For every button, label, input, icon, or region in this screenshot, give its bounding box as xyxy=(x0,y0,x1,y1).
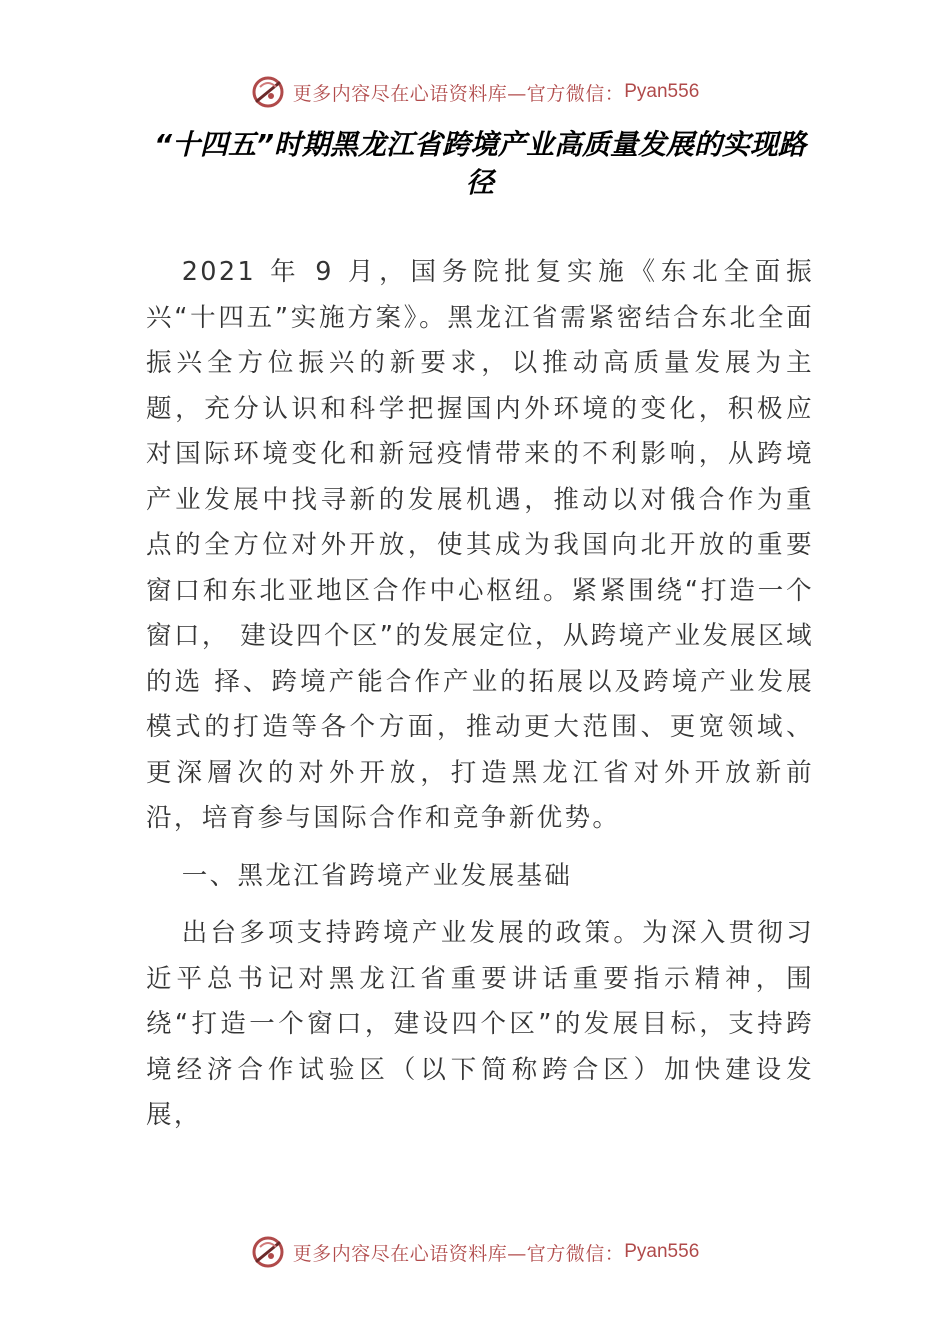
footer-banner xyxy=(0,1232,950,1272)
header-banner xyxy=(0,72,950,112)
logo-icon xyxy=(251,75,285,109)
logo-icon xyxy=(251,1235,285,1269)
footer-wechat-id: Pyan556 xyxy=(624,1241,700,1262)
header-wechat-id: Pyan556 xyxy=(624,81,700,102)
intro-paragraph: 2021 年 9 月，国务院批复实施《东北全面振兴“十四五”实施方案》。黑龙江省需紧密结合东北全面振兴全方位振兴的新要求，以推动高质量发展为主题，充分认识和科学把握国内外环境的变化，积极应对国际环境变化和新冠疫情带来的不利影响，从跨境产业发展中找寻新的发展机遇，推动以对俄合作为重点的全方位对外开放，使其成为我国向北开放的重要窗口和东北亚地区合作中心枢纽。紧紧围绕“打造一个窗口， 建设四个区”的发展定位，从跨境产业发展区域的选 择、跨境产能合作产业的拓展以及跨境产业发展模式的打造等各个方面，推动更大范围、更宽领域、更深層次的对外开放，打造黑龙江省对外开放新前沿，培育参与国际合作和竞争新优势。 xyxy=(146,257,814,833)
section-paragraph: 出台多项支持跨境产业发展的政策。为深入贯彻习近平总书记对黑龙江省重要讲话重要指示精神，围绕“打造一个窗口，建设四个区”的发展目标，支持跨境经济合作试验区（以下简称跨合区）加快建设发展， xyxy=(146,918,814,1130)
document-body xyxy=(146,250,814,1151)
footer-banner-content xyxy=(251,1235,700,1269)
section-heading: 一、黑龙江省跨境产业发展基础 xyxy=(181,860,573,891)
document-title: “十四五”时期黑龙江省跨境产业高质量发展的实现路径 xyxy=(153,128,807,199)
header-banner-content xyxy=(251,75,700,109)
header-banner-text: 更多内容尽在心语资料库—官方微信： xyxy=(292,82,625,105)
footer-banner-text: 更多内容尽在心语资料库—官方微信： xyxy=(292,1242,625,1265)
